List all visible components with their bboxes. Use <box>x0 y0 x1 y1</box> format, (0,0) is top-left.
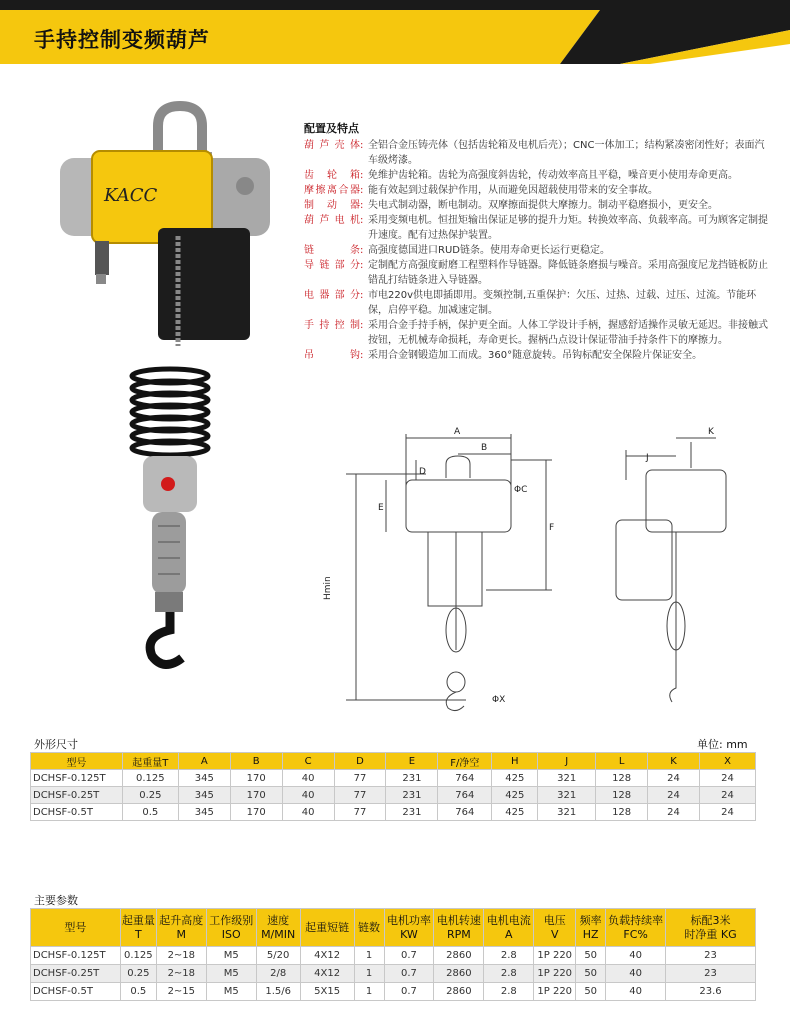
table-cell: 24 <box>648 770 700 787</box>
feature-row: 吊钩 : 采用合金钢锻造加工而成。360°随意旋转。吊钩标配安全保险片保证安全。 <box>304 348 774 363</box>
table-cell: 321 <box>538 804 596 821</box>
parameters-table <box>30 908 756 1001</box>
feature-text: 定制配方高强度耐磨工程塑料作导链器。降低链条磨损与噪音。采用高强度尼龙挡链板防止错乱打结链条进入导链器。 <box>368 260 768 286</box>
table-cell: 0.125 <box>122 770 178 787</box>
table-cell: M5 <box>206 965 256 983</box>
table-cell: M5 <box>206 983 256 1001</box>
table-header: 电机转速 RPM <box>434 909 484 947</box>
table-cell: 128 <box>596 770 648 787</box>
table-header: J <box>538 753 596 770</box>
table-row <box>31 965 756 983</box>
table-header: L <box>596 753 648 770</box>
table-row <box>31 770 756 787</box>
table-cell: 23.6 <box>666 983 756 1001</box>
table-header: C <box>282 753 334 770</box>
table-cell: 50 <box>576 947 606 965</box>
table-cell: DCHSF-0.125T <box>31 770 123 787</box>
table-cell: 128 <box>596 787 648 804</box>
table-header-row <box>31 753 756 770</box>
feature-row: 摩擦离合器 : 能有效起到过载保护作用，从而避免因超载使用带来的安全事故。 <box>304 183 774 198</box>
feature-row: 电器部分 : 市电220v供电即插即用。变频控制,五重保护：欠压、过热、过载、过压、过流。节能环保，启停平稳。加减速定制。 <box>304 288 774 318</box>
dim-label-h: Hmin <box>323 576 333 600</box>
product-photo <box>40 96 300 676</box>
feature-label: 吊钩 <box>304 350 360 361</box>
table-header: 型号 <box>31 909 121 947</box>
table-cell: 764 <box>438 804 492 821</box>
table-cell: 4X12 <box>300 965 354 983</box>
table-cell: 23 <box>666 965 756 983</box>
feature-label: 葫芦壳体 <box>304 140 360 151</box>
table-row <box>31 804 756 821</box>
feature-label: 齿轮箱 <box>304 170 360 181</box>
table-header: 电机功率 KW <box>384 909 434 947</box>
dims-title: 外形尺寸 <box>34 738 78 751</box>
table-header: 标配3米 时净重 KG <box>666 909 756 947</box>
feature-label: 导链部分 <box>304 260 360 271</box>
dim-label-j: J <box>646 453 649 463</box>
table-header: B <box>230 753 282 770</box>
feature-label: 葫芦电机 <box>304 215 360 226</box>
table-header: 起重短链 <box>300 909 354 947</box>
table-cell: M5 <box>206 947 256 965</box>
table-header: X <box>699 753 755 770</box>
table-cell: 24 <box>699 804 755 821</box>
table-cell: 24 <box>699 787 755 804</box>
table-cell: DCHSF-0.5T <box>31 983 121 1001</box>
table-cell: 345 <box>178 770 230 787</box>
table-cell: 2~18 <box>156 965 206 983</box>
table-cell: 321 <box>538 770 596 787</box>
table-row <box>31 787 756 804</box>
params-title: 主要参数 <box>34 894 78 907</box>
table-header: 起重量T <box>122 753 178 770</box>
table-cell: 321 <box>538 787 596 804</box>
dimensions-table <box>30 752 756 821</box>
table-cell: 40 <box>606 965 666 983</box>
feature-text: 采用变频电机。恒扭矩输出保证足够的提升力矩。转换效率高、负载率高。可为顾客定制提升速度。配有过热保护装置。 <box>368 215 768 241</box>
table-cell: 425 <box>492 804 538 821</box>
table-cell: 128 <box>596 804 648 821</box>
table-cell: 0.25 <box>120 965 156 983</box>
table-cell: 5/20 <box>256 947 300 965</box>
table-cell: 0.125 <box>120 947 156 965</box>
table-header: 频率 HZ <box>576 909 606 947</box>
feature-row: 链条 : 高强度德国进口RUD链条。使用寿命更长运行更稳定。 <box>304 243 774 258</box>
table-header: D <box>334 753 386 770</box>
table-cell: 5X15 <box>300 983 354 1001</box>
table-cell: 77 <box>334 804 386 821</box>
table-cell: 40 <box>282 787 334 804</box>
table-cell: 77 <box>334 770 386 787</box>
table-cell: 40 <box>606 947 666 965</box>
table-cell: DCHSF-0.5T <box>31 804 123 821</box>
hoist-illustration <box>40 96 300 676</box>
table-cell: 170 <box>230 770 282 787</box>
table-header: 型号 <box>31 753 123 770</box>
dim-label-f: F <box>549 523 555 533</box>
dim-label-d: D <box>419 467 426 477</box>
dim-label-a: A <box>454 427 461 437</box>
feature-text: 采用合金手持手柄，保护更全面。人体工学设计手柄，握感舒适操作灵敏无延迟。非接触式按钮，无机械寿命损耗，寿命更长。握柄凸点设计保证带油手持条件下的摩擦力。 <box>368 320 768 346</box>
feature-row: 齿轮箱 : 免维护齿轮箱。齿轮为高强度斜齿轮，传动效率高且平稳，噪音更小使用寿命更高。 <box>304 168 774 183</box>
table-cell: 425 <box>492 770 538 787</box>
feature-row: 制动器 : 失电式制动器，断电制动。双摩擦面提供大摩擦力。制动平稳磨损小，更安全。 <box>304 198 774 213</box>
table-cell: 2/8 <box>256 965 300 983</box>
table-cell: DCHSF-0.125T <box>31 947 121 965</box>
table-header: 起升高度 M <box>156 909 206 947</box>
table-cell: 40 <box>282 770 334 787</box>
table-cell: 345 <box>178 804 230 821</box>
table-header: 负载持续率 FC% <box>606 909 666 947</box>
table-cell: 0.7 <box>384 965 434 983</box>
table-cell: 2.8 <box>484 983 534 1001</box>
table-cell: 4X12 <box>300 947 354 965</box>
table-cell: 0.7 <box>384 947 434 965</box>
table-cell: 1 <box>354 983 384 1001</box>
header-banner <box>0 0 790 78</box>
table-header: 电压 V <box>534 909 576 947</box>
table-cell: 24 <box>648 804 700 821</box>
table-cell: 0.7 <box>384 983 434 1001</box>
dim-label-b: B <box>481 443 488 453</box>
dim-label-c: ΦC <box>514 485 528 495</box>
table-cell: 1P 220 <box>534 947 576 965</box>
feature-text: 免维护齿轮箱。齿轮为高强度斜齿轮，传动效率高且平稳，噪音更小使用寿命更高。 <box>368 170 738 181</box>
table-cell: 2~18 <box>156 947 206 965</box>
feature-text: 能有效起到过载保护作用，从而避免因超载使用带来的安全事故。 <box>368 185 658 196</box>
table-cell: 425 <box>492 787 538 804</box>
table-row <box>31 983 756 1001</box>
feature-label: 制动器 <box>304 200 360 211</box>
table-cell: 1.5/6 <box>256 983 300 1001</box>
table-cell: 231 <box>386 770 438 787</box>
table-cell: 23 <box>666 947 756 965</box>
feature-row: 导链部分 : 定制配方高强度耐磨工程塑料作导链器。降低链条磨损与噪音。采用高强度尼龙挡链板防止错乱打结链条进入导链器。 <box>304 258 774 288</box>
dimension-drawings <box>316 420 776 720</box>
table-row <box>31 947 756 965</box>
table-cell: 0.5 <box>122 804 178 821</box>
table-cell: 2.8 <box>484 947 534 965</box>
feature-row: 手持控制 : 采用合金手持手柄，保护更全面。人体工学设计手柄，握感舒适操作灵敏无延迟。非接触式按钮，无机械寿命损耗，寿命更长。握柄凸点设计保证带油手持条件下的摩擦力。 <box>304 318 774 348</box>
dim-label-k: K <box>708 427 714 437</box>
feature-label: 链条 <box>304 245 360 256</box>
table-cell: 764 <box>438 787 492 804</box>
table-cell: 50 <box>576 983 606 1001</box>
table-header: A <box>178 753 230 770</box>
table-cell: 2~15 <box>156 983 206 1001</box>
table-cell: 50 <box>576 965 606 983</box>
feature-text: 全铝合金压铸壳体（包括齿轮箱及电机后壳）；CNC一体加工；结构紧凑密闭性好；表面汽车级烤漆。 <box>368 140 765 166</box>
feature-row: 葫芦电机 : 采用变频电机。恒扭矩输出保证足够的提升力矩。转换效率高、负载率高。可为顾客定制提升速度。配有过热保护装置。 <box>304 213 774 243</box>
feature-label: 手持控制 <box>304 320 360 331</box>
table-cell: 764 <box>438 770 492 787</box>
table-cell: 40 <box>606 983 666 1001</box>
feature-label: 摩擦离合器 <box>304 185 360 196</box>
dim-label-x: ΦX <box>492 695 506 705</box>
table-cell: 0.5 <box>120 983 156 1001</box>
page-title: 手持控制变频葫芦 <box>34 28 210 52</box>
feature-text: 失电式制动器，断电制动。双摩擦面提供大摩擦力。制动平稳磨损小，更安全。 <box>368 200 718 211</box>
table-header: H <box>492 753 538 770</box>
table-header-row <box>31 909 756 947</box>
table-cell: DCHSF-0.25T <box>31 787 123 804</box>
table-cell: 24 <box>699 770 755 787</box>
dims-unit: 单位: mm <box>697 738 748 751</box>
table-cell: 345 <box>178 787 230 804</box>
table-cell: 1 <box>354 947 384 965</box>
table-header: K <box>648 753 700 770</box>
feature-row: 葫芦壳体 : 全铝合金压铸壳体（包括齿轮箱及电机后壳）；CNC一体加工；结构紧凑密闭性好；表面汽车级烤漆。 <box>304 138 774 168</box>
table-cell: 1P 220 <box>534 983 576 1001</box>
table-cell: 170 <box>230 787 282 804</box>
features-list <box>304 138 774 363</box>
table-header: 电机电流 A <box>484 909 534 947</box>
table-header: 工作级别 ISO <box>206 909 256 947</box>
feature-text: 采用合金钢锻造加工而成。360°随意旋转。吊钩标配安全保险片保证安全。 <box>368 350 703 361</box>
dimension-drawing-svg <box>316 420 776 720</box>
table-header: 起重量 T <box>120 909 156 947</box>
table-header: 链数 <box>354 909 384 947</box>
feature-text: 高强度德国进口RUD链条。使用寿命更长运行更稳定。 <box>368 245 610 256</box>
brand-label: KACC <box>104 185 158 206</box>
table-cell: 170 <box>230 804 282 821</box>
table-cell: 77 <box>334 787 386 804</box>
dim-label-e: E <box>378 503 384 513</box>
table-cell: 1P 220 <box>534 965 576 983</box>
table-cell: 1 <box>354 965 384 983</box>
table-cell: 24 <box>648 787 700 804</box>
features-heading: 配置及特点 <box>304 122 359 135</box>
table-cell: DCHSF-0.25T <box>31 965 121 983</box>
feature-text: 市电220v供电即插即用。变频控制,五重保护：欠压、过热、过载、过压、过流。节能环保，启停平稳。加减速定制。 <box>368 290 757 316</box>
table-cell: 40 <box>282 804 334 821</box>
table-cell: 2860 <box>434 947 484 965</box>
table-header: E <box>386 753 438 770</box>
table-cell: 231 <box>386 804 438 821</box>
table-cell: 0.25 <box>122 787 178 804</box>
table-cell: 231 <box>386 787 438 804</box>
table-cell: 2.8 <box>484 965 534 983</box>
table-header: 速度 M/MIN <box>256 909 300 947</box>
table-cell: 2860 <box>434 965 484 983</box>
table-header: F/净空 <box>438 753 492 770</box>
table-cell: 2860 <box>434 983 484 1001</box>
feature-label: 电器部分 <box>304 290 360 301</box>
